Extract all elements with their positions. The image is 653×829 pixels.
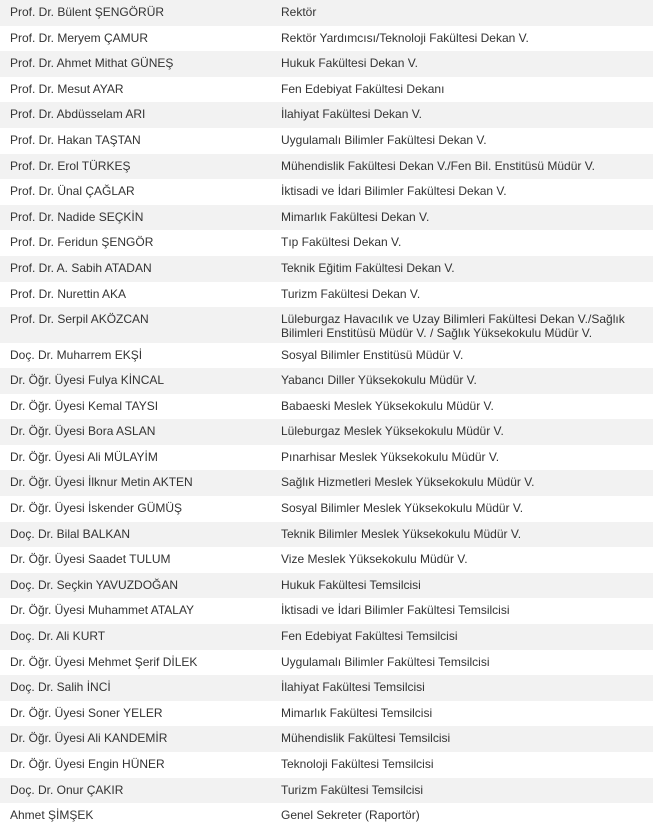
member-name: Doç. Dr. Onur ÇAKIR [0,778,271,804]
member-role: Babaeski Meslek Yüksekokulu Müdür V. [271,394,653,420]
member-name: Prof. Dr. Serpil AKÖZCAN [0,307,271,342]
table-row [0,701,653,727]
table-row [0,102,653,128]
member-role: Sağlık Hizmetleri Meslek Yüksekokulu Müdür V. [271,470,653,496]
member-role: Mühendislik Fakültesi Dekan V./Fen Bil. Enstitüsü Müdür V. [271,154,653,180]
member-name: Prof. Dr. A. Sabih ATADAN [0,256,271,282]
member-name: Prof. Dr. Hakan TAŞTAN [0,128,271,154]
table-row [0,650,653,676]
member-role: Genel Sekreter (Raportör) [271,803,653,829]
table-row [0,394,653,420]
member-name: Prof. Dr. Bülent ŞENGÖRÜR [0,0,271,26]
member-name: Doç. Dr. Seçkin YAVUZDOĞAN [0,573,271,599]
member-role: İlahiyat Fakültesi Temsilcisi [271,675,653,701]
member-role: Mühendislik Fakültesi Temsilcisi [271,726,653,752]
member-name: Dr. Öğr. Üyesi Bora ASLAN [0,419,271,445]
member-role: Sosyal Bilimler Enstitüsü Müdür V. [271,343,653,369]
table-row [0,598,653,624]
table-row [0,26,653,52]
member-name: Dr. Öğr. Üyesi İskender GÜMÜŞ [0,496,271,522]
member-name: Prof. Dr. Erol TÜRKEŞ [0,154,271,180]
table-row [0,179,653,205]
table-row [0,256,653,282]
member-name: Dr. Öğr. Üyesi Ali KANDEMİR [0,726,271,752]
table-row [0,205,653,231]
table-row [0,230,653,256]
member-name: Doç. Dr. Ali KURT [0,624,271,650]
member-name: Prof. Dr. Nadide SEÇKİN [0,205,271,231]
table-row [0,778,653,804]
member-name: Doç. Dr. Salih İNCİ [0,675,271,701]
member-role: Yabancı Diller Yüksekokulu Müdür V. [271,368,653,394]
table-row [0,726,653,752]
table-row [0,0,653,26]
member-role: Lüleburgaz Havacılık ve Uzay Bilimleri Fakültesi Dekan V./Sağlık Bilimleri Enstitüsü Müdür V. / Sağlık Yüksekokulu Müdür V. [271,307,653,342]
member-role: İktisadi ve İdari Bilimler Fakültesi Dekan V. [271,179,653,205]
member-name: Prof. Dr. Mesut AYAR [0,77,271,103]
member-name: Dr. Öğr. Üyesi Muhammet ATALAY [0,598,271,624]
member-role: İktisadi ve İdari Bilimler Fakültesi Temsilcisi [271,598,653,624]
table-row [0,522,653,548]
member-role: Turizm Fakültesi Temsilcisi [271,778,653,804]
member-name: Prof. Dr. Nurettin AKA [0,282,271,308]
member-name: Dr. Öğr. Üyesi Ali MÜLAYİM [0,445,271,471]
member-name: Dr. Öğr. Üyesi İlknur Metin AKTEN [0,470,271,496]
table-row [0,675,653,701]
member-name: Ahmet ŞİMŞEK [0,803,271,829]
member-name: Prof. Dr. Abdüsselam ARI [0,102,271,128]
member-role: Tıp Fakültesi Dekan V. [271,230,653,256]
member-name: Prof. Dr. Ünal ÇAĞLAR [0,179,271,205]
member-role: Hukuk Fakültesi Temsilcisi [271,573,653,599]
member-role: Hukuk Fakültesi Dekan V. [271,51,653,77]
member-role: Lüleburgaz Meslek Yüksekokulu Müdür V. [271,419,653,445]
table-row [0,573,653,599]
member-role: Fen Edebiyat Fakültesi Dekanı [271,77,653,103]
table-row [0,307,653,342]
member-role: Turizm Fakültesi Dekan V. [271,282,653,308]
table-row [0,496,653,522]
member-name: Prof. Dr. Meryem ÇAMUR [0,26,271,52]
member-role: Uygulamalı Bilimler Fakültesi Dekan V. [271,128,653,154]
member-name: Dr. Öğr. Üyesi Mehmet Şerif DİLEK [0,650,271,676]
member-role: Pınarhisar Meslek Yüksekokulu Müdür V. [271,445,653,471]
member-role: Rektör Yardımcısı/Teknoloji Fakültesi Dekan V. [271,26,653,52]
member-role: Teknik Eğitim Fakültesi Dekan V. [271,256,653,282]
table-row [0,547,653,573]
table-row [0,51,653,77]
table-row [0,154,653,180]
table-row [0,77,653,103]
table-row [0,282,653,308]
member-role: Uygulamalı Bilimler Fakültesi Temsilcisi [271,650,653,676]
member-name: Doç. Dr. Muharrem EKŞİ [0,343,271,369]
member-name: Prof. Dr. Ahmet Mithat GÜNEŞ [0,51,271,77]
member-name: Dr. Öğr. Üyesi Fulya KİNCAL [0,368,271,394]
member-name: Prof. Dr. Feridun ŞENGÖR [0,230,271,256]
table-row [0,419,653,445]
table-row [0,624,653,650]
member-role: Teknoloji Fakültesi Temsilcisi [271,752,653,778]
member-role: İlahiyat Fakültesi Dekan V. [271,102,653,128]
table-row [0,368,653,394]
member-role: Mimarlık Fakültesi Dekan V. [271,205,653,231]
member-name: Dr. Öğr. Üyesi Soner YELER [0,701,271,727]
member-role: Vize Meslek Yüksekokulu Müdür V. [271,547,653,573]
member-role: Rektör [271,0,653,26]
table-row [0,343,653,369]
table-row [0,752,653,778]
member-role: Sosyal Bilimler Meslek Yüksekokulu Müdür V. [271,496,653,522]
table-row [0,445,653,471]
member-role: Mimarlık Fakültesi Temsilcisi [271,701,653,727]
member-name: Dr. Öğr. Üyesi Kemal TAYSI [0,394,271,420]
member-name: Dr. Öğr. Üyesi Saadet TULUM [0,547,271,573]
table-row [0,470,653,496]
member-role: Teknik Bilimler Meslek Yüksekokulu Müdür V. [271,522,653,548]
member-name: Dr. Öğr. Üyesi Engin HÜNER [0,752,271,778]
member-name: Doç. Dr. Bilal BALKAN [0,522,271,548]
table-row [0,128,653,154]
member-role: Fen Edebiyat Fakültesi Temsilcisi [271,624,653,650]
